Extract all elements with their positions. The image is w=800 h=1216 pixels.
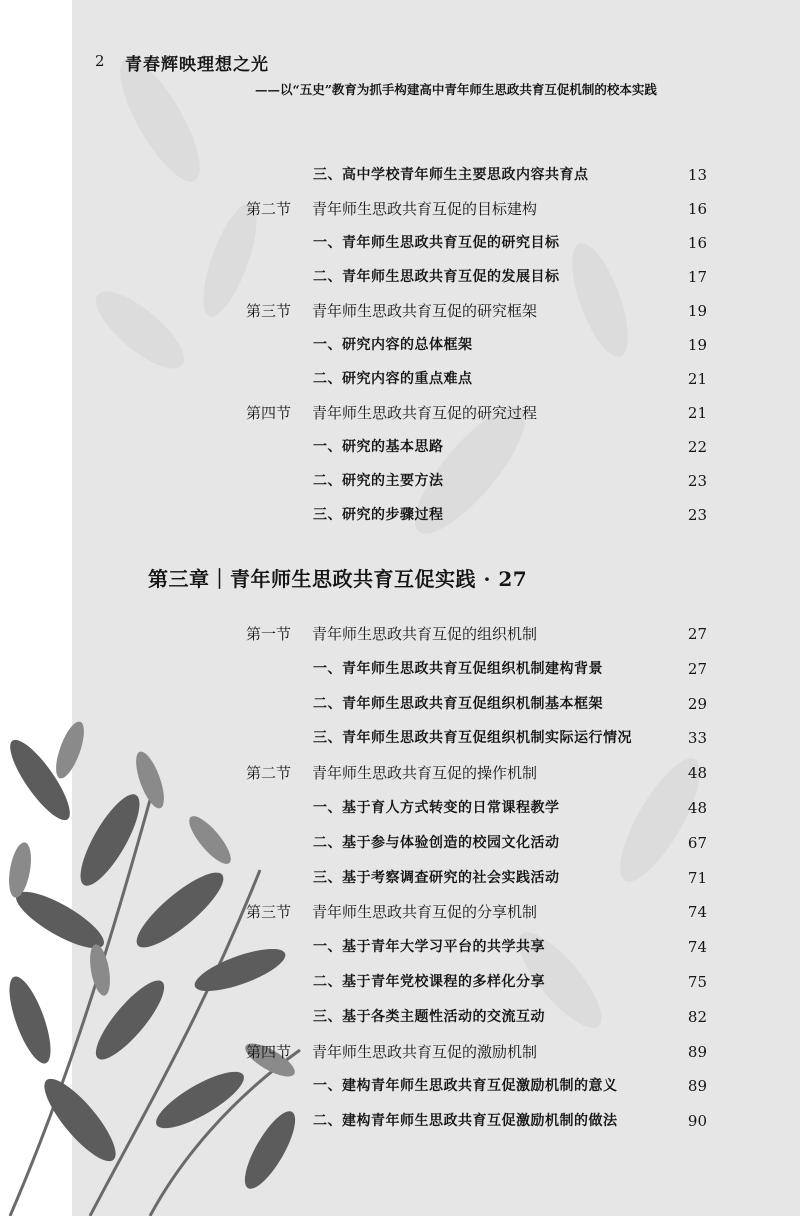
toc-subsection-entry [0,434,800,460]
toc-subsection-entry [0,264,800,290]
toc-entry-title: 二、基于青年党校课程的多样化分享 [313,974,545,990]
toc-entry-page: 82 [687,1007,707,1026]
toc-section-entry [0,899,800,925]
toc-entry-title: 二、建构青年师生思政共育互促激励机制的做法 [313,1113,618,1130]
toc-section-entry [0,400,800,426]
toc-entry-page: 13 [687,166,707,184]
toc-entry-title: 一、青年师生思政共育互促的研究目标 [313,235,560,251]
toc-entry-title: 二、青年师生思政共育互促的发展目标 [313,269,560,285]
toc-entry-title: 青年师生思政共育互促的研究过程 [312,404,538,422]
toc-entry-page: 17 [687,268,707,286]
toc-subsection-entry [0,865,800,891]
toc-subsection-entry [0,795,800,821]
toc-entry-title: 一、研究的基本思路 [313,439,444,455]
toc-entry-page: 27 [687,659,707,678]
toc-section-label: 第二节 [246,200,292,218]
toc-entry-title: 三、基于考察调查研究的社会实践活动 [313,869,560,886]
toc-entry-title: 一、青年师生思政共育互促组织机制建构背景 [313,660,603,677]
toc-subsection-entry [0,1108,800,1134]
toc-section-label: 第三节 [246,302,292,320]
chapter-heading: 第三章｜青年师生思政共育互促实践 · 27 [148,567,528,591]
toc-section-label: 第三节 [246,903,292,922]
toc-entry-page: 89 [687,1077,707,1096]
toc-subsection-entry [0,1004,800,1030]
toc-entry-page: 23 [687,472,707,490]
toc-subsection-entry [0,725,800,751]
toc-entry-title: 二、研究内容的重点难点 [313,371,473,387]
toc-subsection-entry [0,332,800,358]
toc-entry-page: 74 [687,903,707,922]
toc-entry-page: 19 [687,336,707,354]
toc-entry-title: 青年师生思政共育互促的分享机制 [312,903,538,922]
toc-section-label: 第四节 [246,1042,292,1061]
toc-entry-title: 一、基于育人方式转变的日常课程教学 [313,800,560,816]
toc-subsection-entry [0,691,800,717]
toc-subsection-entry [0,502,800,528]
toc-entry-title: 三、基于各类主题性活动的交流互动 [313,1008,545,1025]
toc-entry-page: 19 [687,302,707,320]
toc-entry-page: 48 [687,764,707,783]
toc-entry-title: 二、青年师生思政共育互促组织机制基本框架 [313,695,603,712]
toc-section-entry [0,1039,800,1065]
toc-subsection-entry [0,830,800,856]
toc-section-label: 第一节 [246,625,292,643]
book-subtitle: ——以“五史”教育为抓手构建高中青年师生思政共育互促机制的校本实践 [255,82,657,97]
toc-entry-title: 一、研究内容的总体框架 [313,337,473,353]
toc-entry-page: 67 [687,833,707,852]
toc-section-entry [0,621,800,647]
toc-entry-page: 89 [687,1042,707,1061]
toc-entry-page: 75 [687,973,707,991]
toc-entry-title: 三、青年师生思政共育互促组织机制实际运行情况 [313,730,632,747]
page-number: 2 [95,52,105,70]
toc-entry-title: 三、高中学校青年师生主要思政内容共育点 [313,167,589,183]
toc-entry-title: 青年师生思政共育互促的操作机制 [312,764,538,783]
book-title: 青春辉映理想之光 [125,55,269,75]
toc-entry-title: 青年师生思政共育互促的目标建构 [312,200,538,218]
toc-entry-page: 22 [687,438,707,456]
toc-entry-page: 71 [687,868,707,887]
toc-subsection-entry [0,230,800,256]
toc-section-entry [0,196,800,222]
toc-section-entry [0,298,800,324]
toc-entry-page: 48 [687,799,707,817]
toc-section-entry [0,760,800,786]
toc-entry-page: 90 [687,1112,707,1131]
toc-entry-page: 21 [687,404,707,422]
toc-section-label: 第二节 [246,764,292,783]
toc-entry-page: 33 [687,729,707,748]
toc-entry-title: 青年师生思政共育互促的研究框架 [312,302,538,320]
toc-entry-page: 16 [687,200,707,218]
toc-entry-title: 青年师生思政共育互促的激励机制 [312,1042,538,1061]
toc-subsection-entry [0,366,800,392]
toc-entry-title: 二、研究的主要方法 [313,473,444,489]
toc-entry-title: 一、建构青年师生思政共育互促激励机制的意义 [313,1078,618,1095]
toc-subsection-entry [0,468,800,494]
toc-entry-page: 21 [687,370,707,388]
toc-subsection-entry [0,934,800,960]
toc-entry-page: 16 [687,234,707,252]
toc-entry-title: 一、基于青年大学习平台的共学共享 [313,939,545,956]
toc-subsection-entry [0,162,800,188]
toc-subsection-entry [0,969,800,995]
toc-subsection-entry [0,1073,800,1099]
toc-entry-page: 74 [687,938,707,957]
toc-entry-title: 青年师生思政共育互促的组织机制 [312,625,538,643]
toc-entry-title: 二、基于参与体验创造的校园文化活动 [313,834,560,851]
toc-entry-page: 29 [687,694,707,713]
toc-section-label: 第四节 [246,404,292,422]
toc-entry-page: 23 [687,506,707,524]
toc-entry-title: 三、研究的步骤过程 [313,507,444,523]
toc-entry-page: 27 [687,625,707,643]
toc-subsection-entry [0,656,800,682]
